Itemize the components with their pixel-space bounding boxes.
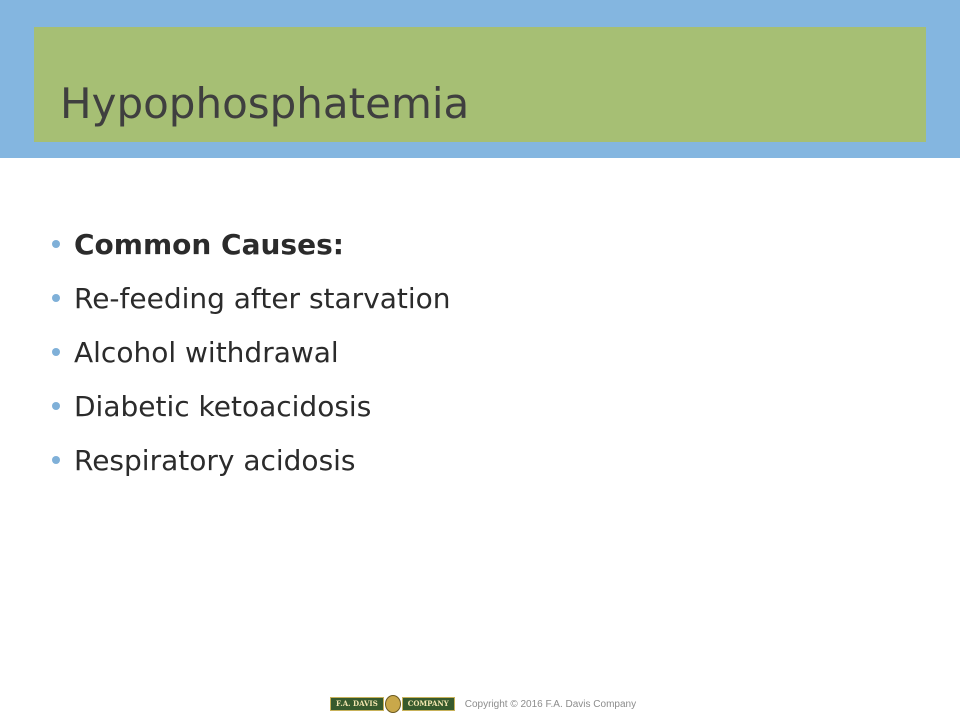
logo-right-text: COMPANY — [402, 697, 455, 711]
bullet-text: Alcohol withdrawal — [74, 336, 339, 369]
slide-title: Hypophosphatemia — [60, 79, 470, 128]
bullet-dot-icon — [52, 348, 60, 356]
bullet-dot-icon — [52, 456, 60, 464]
bullet-item — [52, 380, 451, 434]
bullet-dot-icon — [52, 294, 60, 302]
copyright-text: Copyright © 2016 F.A. Davis Company — [464, 698, 637, 710]
publisher-logo — [330, 695, 455, 713]
bullet-text: Diabetic ketoacidosis — [74, 390, 372, 423]
bullet-item — [52, 434, 451, 488]
bullet-item — [52, 326, 451, 380]
bullet-list — [52, 218, 451, 488]
footer — [330, 692, 636, 716]
bullet-dot-icon — [52, 240, 60, 248]
bullet-dot-icon — [52, 402, 60, 410]
bullet-text: Respiratory acidosis — [74, 444, 356, 477]
bullet-text: Common Causes: — [74, 228, 344, 261]
bullet-item — [52, 272, 451, 326]
bullet-item — [52, 218, 451, 272]
logo-left-text: F.A. DAVIS — [330, 697, 384, 711]
bullet-text: Re-feeding after starvation — [74, 282, 451, 315]
caduceus-icon — [385, 695, 401, 713]
